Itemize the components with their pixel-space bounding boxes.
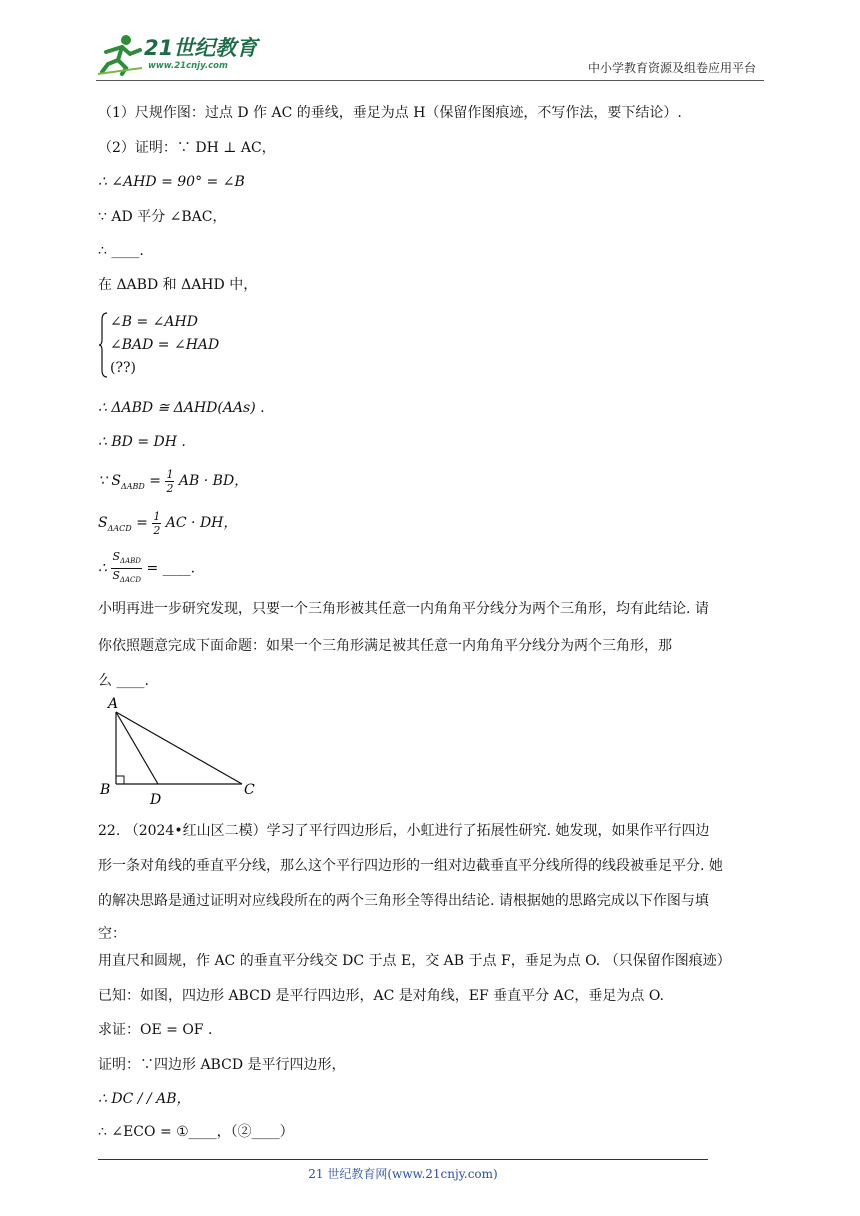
footer-rule [98,1159,708,1160]
q21-case1: ∠B = ∠AHD [110,314,198,330]
q21-step3: ∴ ____. [98,243,144,259]
runner-logo-icon [96,32,144,76]
q22-line5: 用直尺和圆规，作 AC 的垂直平分线交 DC 于点 E，交 AB 于点 F，垂足为点 O. （只保留作图痕迹） [98,953,731,969]
q21-step6: ∴ BD = DH . [98,434,186,450]
segment-ad [116,712,158,784]
q22-line6: 已知：如图，四边形 ABCD 是平行四边形，AC 是对角线，EF 垂直平分 AC，垂足为点 O. [98,988,664,1004]
q21-para2: 你依照题意完成下面命题：如果一个三角形满足被其任意一内角角平分线分为两个三角形，那 [98,638,672,654]
q21-step2: ∵ AD 平分 ∠BAC， [98,209,227,225]
label-c: C [244,782,255,798]
half-fraction: $\frac{1}{2}$ [166,467,174,495]
q22-line7: 求证：OE = OF . [98,1022,213,1038]
area1-rhs: AB · BD， [178,473,249,489]
site-tagline: 中小学教育资源及组卷应用平台 [587,61,756,75]
segment-ac [116,712,242,784]
area2-rhs: AC · DH， [165,515,238,531]
q21-step5: ∴ ΔABD ≅ ΔAHD(AAs) . [98,400,265,416]
q21-area1: ∵ $S_{\Delta ABD}$ = $\frac{1}{2}$ AB · BD， [98,467,249,495]
q22-line8: 证明：∵四边形 ABCD 是平行四边形， [98,1057,346,1073]
half-fraction-2: $\frac{1}{2}$ [153,509,161,537]
q22-line1: 22. （2024•红山区二模）学习了平行四边形后，小虹进行了拓展性研究. 她发现，如果作平行四边 [98,823,710,839]
q22-line9: ∴ DC / / AB， [98,1091,191,1107]
q22-line2: 形一条对角线的垂直平分线，那么这个平行四边形的一组对边截垂直平分线所得的线段被垂足平分. 她 [98,858,723,874]
q21-para3: 么 ____. [98,673,149,689]
ratio-suffix: = ____. [146,560,196,577]
q21-step1: ∴ ∠AHD = 90° = ∠B [98,174,245,190]
q21-case3: (??) [110,360,136,376]
site-logo[interactable] [96,32,266,76]
area1-lhs: ∵ S [98,473,121,489]
q21-part1: （1）尺规作图：过点 D 作 AC 的垂线，垂足为点 H（保留作图痕迹，不写作法，要下结论）. [98,105,682,121]
q21-ratio [98,550,195,587]
q21-para1: 小明再进一步研究发现，只要一个三角形被其任意一内角角平分线分为两个三角形，均有此结论. 请 [98,601,709,617]
q22-line3: 的解决思路是通过证明对应线段所在的两个三角形全等得出结论. 请根据她的思路完成以下作图与填 [98,893,709,909]
area2-sub: ΔACD [107,523,132,533]
q21-part2-intro: （2）证明：∵ DH ⊥ AC， [98,140,276,156]
q21-case2: ∠BAD = ∠HAD [110,337,220,353]
system-brace-icon [98,312,108,378]
ratio-fraction: $\frac{S_{\Delta ABD}}{S_{\Delta ACD}}$ [112,550,142,585]
footer-link[interactable]: 21 世纪教育网(www.21cnjy.com) [308,1167,498,1181]
logo-title: 21世纪教育 [144,36,258,60]
logo-url: www.21cnjy.com [148,61,228,71]
q22-line10: ∴ ∠ECO = ①____，（②____） [98,1124,294,1140]
ratio-prefix: ∴ [98,560,107,577]
q22-line4: 空： [98,926,126,942]
label-a: A [108,696,119,712]
page-header [96,30,764,81]
label-b: B [100,782,111,798]
triangle-figure [96,694,266,806]
q21-area2: $S_{\Delta ACD}$ = $\frac{1}{2}$ AC · DH， [98,509,238,537]
label-d: D [150,792,162,806]
right-angle-mark [116,776,124,784]
area1-sub: ΔABD [120,481,145,491]
area2-lhs: S [98,515,108,531]
q21-step4: 在 ΔABD 和 ΔAHD 中， [98,277,258,293]
